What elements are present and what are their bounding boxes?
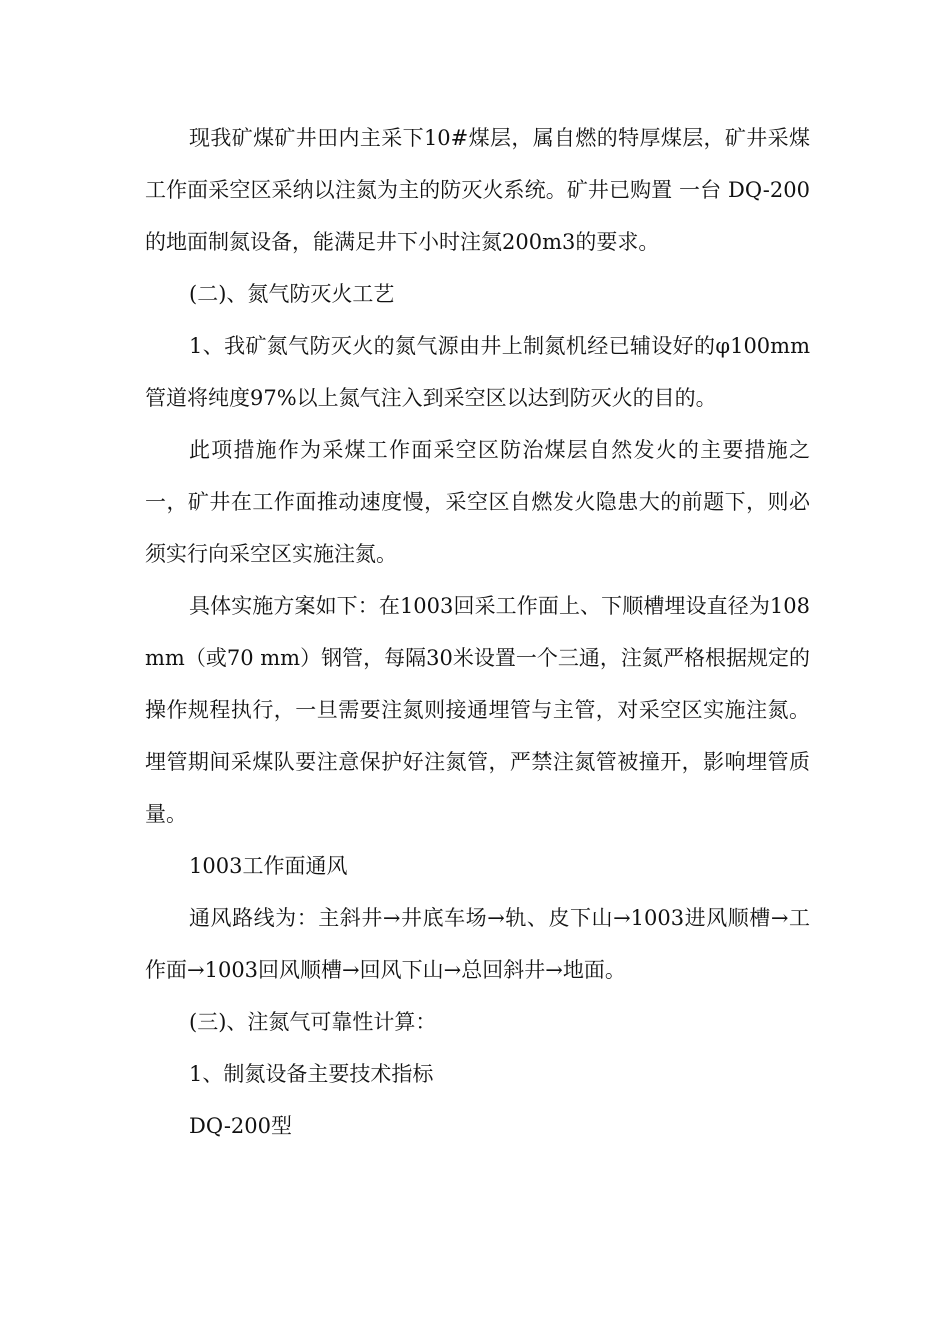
paragraph-nitrogen-source: 1、我矿氮气防灭火的氮气源由井上制氮机经已辅设好的φ100mm管道将纯度97%以上氮气注入到采空区以达到防灭火的目的。 — [145, 334, 810, 410]
paragraph-implementation-plan: 具体实施方案如下：在1003回采工作面上、下顺槽埋设直径为108mm（或70 mm）钢管，每隔30米设置一个三通，注氮严格根据规定的操作规程执行，一旦需要注氮则接通埋管与主管，对采空区实施注氮。埋管期间采煤队要注意保护好注氮管，严禁注氮管被撞开，影响埋管质量。 — [145, 594, 810, 826]
section-heading-nitrogen-process: (二)、氮气防灭火工艺 — [189, 282, 395, 306]
document-body — [145, 112, 810, 1152]
paragraph-ventilation-route: 通风路线为：主斜井→井底车场→轨、皮下山→1003进风顺槽→工作面→1003回风顺槽→回风下山→总回斜井→地面。 — [145, 906, 810, 982]
paragraph-intro: 现我矿煤矿井田内主采下10#煤层，属自燃的特厚煤层，矿井采煤工作面采空区采纳以注氮为主的防灭火系统。矿井已购置 一台 DQ-200的地面制氮设备，能满足井下小时注氮200m3的要求。 — [145, 126, 810, 254]
heading-ventilation: 1003工作面通风 — [189, 854, 348, 878]
equipment-model: DQ-200型 — [189, 1114, 293, 1138]
paragraph-measure-purpose: 此项措施作为采煤工作面采空区防治煤层自然发火的主要措施之一，矿井在工作面推动速度慢，采空区自燃发火隐患大的前题下，则必须实行向采空区实施注氮。 — [145, 438, 810, 566]
subheading-equipment-specs: 1、制氮设备主要技术指标 — [189, 1062, 434, 1086]
section-heading-reliability-calculation: (三)、注氮气可靠性计算： — [189, 1010, 437, 1034]
